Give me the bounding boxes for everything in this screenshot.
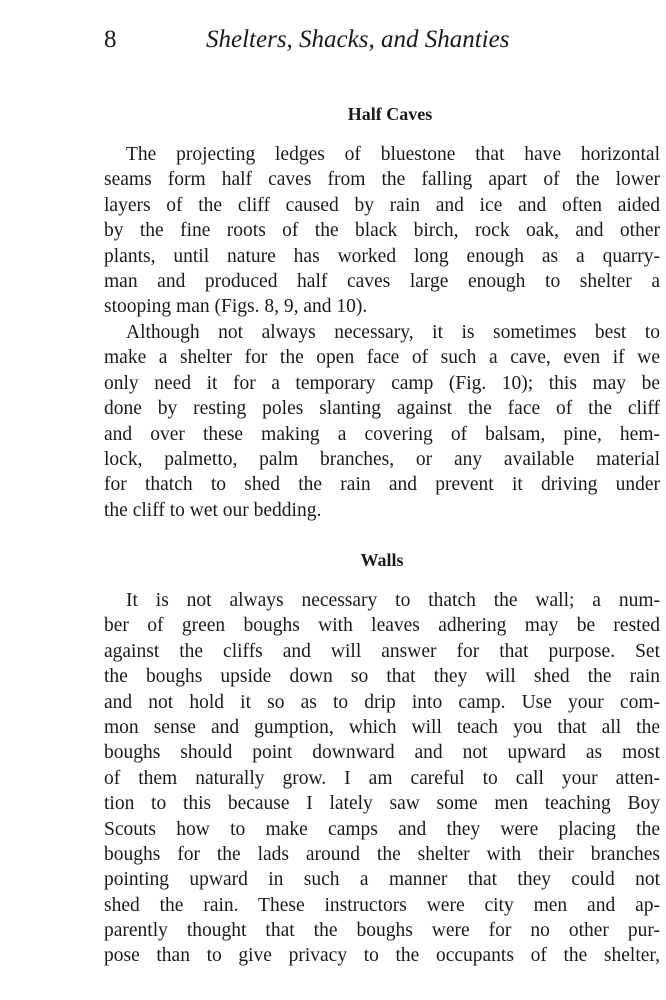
text-line: seams form half caves from the falling apart of the lower <box>104 169 660 191</box>
page-header <box>104 24 624 56</box>
text-line: Scouts how to make camps and they were placing the <box>104 818 660 840</box>
text-line: only need it for a temporary camp (Fig. 10); this may be <box>104 372 660 394</box>
text-line: of them naturally grow. I am careful to call your atten- <box>104 767 660 789</box>
text-line: the cliff to wet our bedding. <box>104 499 322 521</box>
text-line: man and produced half caves large enough to shelter a <box>104 270 660 292</box>
text-line: parently thought that the boughs were for no other pur- <box>104 920 660 942</box>
text-line: stooping man (Figs. 8, 9, and 10). <box>104 296 368 318</box>
text-line: boughs should point downward and not upward as most <box>104 742 660 764</box>
text-line: plants, until nature has worked long enough as a quarry- <box>104 245 660 267</box>
section-heading-half-caves: Half Caves <box>347 104 433 124</box>
text-line: Although not always necessary, it is sometimes best to <box>126 322 660 343</box>
running-title: Shelters, Shacks, and Shanties <box>206 26 510 53</box>
text-line: done by resting poles slanting against the face of the cliff <box>104 398 660 420</box>
text-line: pointing upward in such a manner that they could not <box>104 869 660 891</box>
page-number: 8 <box>104 26 117 53</box>
paragraph-half-caves-2 <box>104 320 660 523</box>
text-line: mon sense and gumption, which will teach you that all the <box>104 716 660 738</box>
paragraph-half-caves-1 <box>104 142 660 320</box>
section-heading-walls: Walls <box>360 550 404 570</box>
text-line: The projecting ledges of bluestone that have horizontal <box>126 144 660 165</box>
text-line: layers of the cliff caused by rain and ice and often aided <box>104 194 660 216</box>
text-line: lock, palmetto, palm branches, or any available material <box>104 448 660 470</box>
text-line: by the fine roots of the black birch, rock oak, and other <box>104 220 660 242</box>
text-line: tion to this because I lately saw some men teaching Boy <box>104 793 660 815</box>
text-line: shed the rain. These instructors were city men and ap- <box>104 894 660 916</box>
text-line: the boughs upside down so that they will shed the rain <box>104 666 660 688</box>
text-line: and not hold it so as to drip into camp. Use your com- <box>104 691 660 713</box>
text-line: pose than to give privacy to the occupants of the shelter, <box>104 945 660 967</box>
text-line: It is not always necessary to thatch the wall; a num- <box>126 590 660 611</box>
paragraph-walls-1 <box>104 588 660 969</box>
text-line: ber of green boughs with leaves adhering may be rested <box>104 615 660 637</box>
text-line: and over these making a covering of balsam, pine, hem- <box>104 423 660 445</box>
text-line: for thatch to shed the rain and prevent it driving under <box>104 474 660 496</box>
text-line: boughs for the lads around the shelter with their branches <box>104 843 660 865</box>
text-line: against the cliffs and will answer for that purpose. Set <box>104 640 660 662</box>
text-line: make a shelter for the open face of such a cave, even if we <box>104 347 660 369</box>
